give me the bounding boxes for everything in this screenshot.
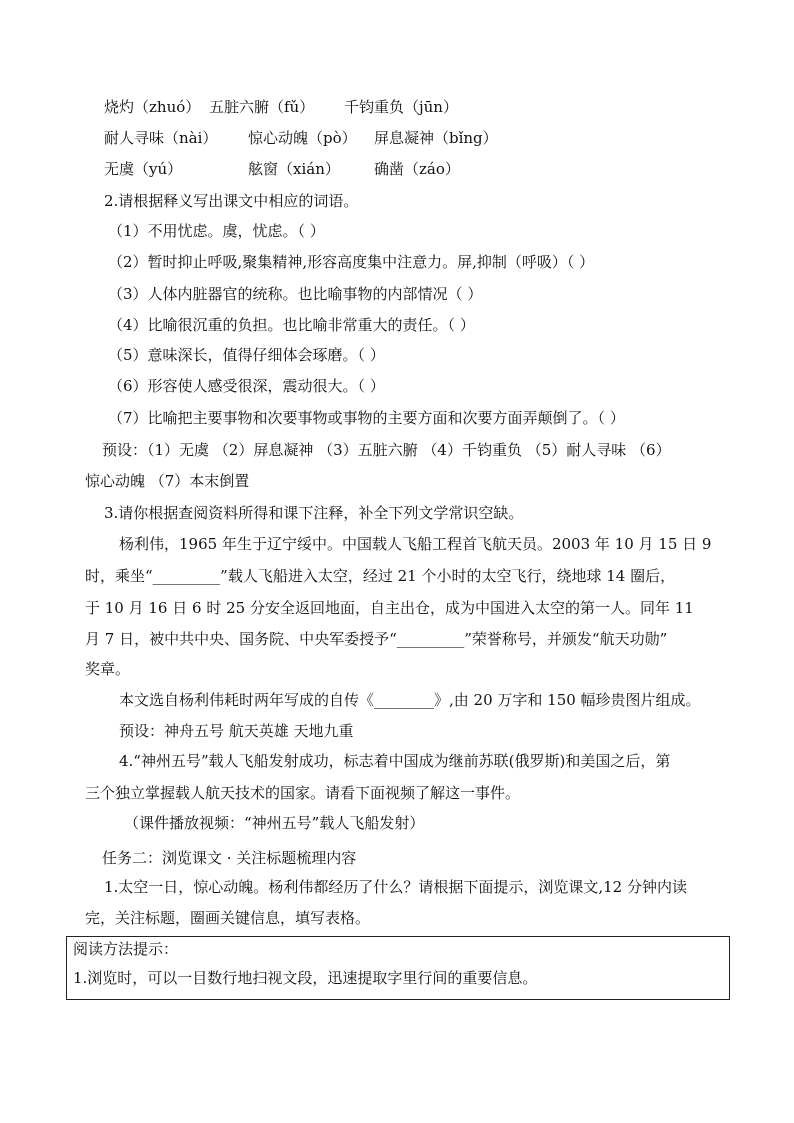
pinyin-word: 烧灼（zhuó） [104, 98, 201, 116]
pinyin-word: 舷窗（xián） [248, 160, 340, 178]
tip-heading: 阅读方法提示： [73, 940, 179, 958]
paragraph-line: 时，乘坐“_________”载人飞船进入太空，经过 21 个小时的太空飞行，绕地球 14 圈后， [85, 567, 676, 585]
question-4-line: 4.“神州五号”载人飞船发射成功，标志着中国成为继前苏联(俄罗斯)和美国之后，第 [119, 752, 671, 770]
task-2-question: 完，关注标题，圈画关键信息，填写表格。 [85, 909, 371, 927]
task-2-title: 任务二：浏览课文 · 关注标题梳理内容 [102, 849, 357, 867]
paragraph-line: 奖章。 [85, 660, 131, 678]
pinyin-word: 屏息凝神（bǐng） [374, 129, 498, 147]
definition-item: （6）形容使人感受很深，震动很大。（ ） [108, 377, 385, 395]
definition-item: （4）比喻很沉重的负担。也比喻非常重大的责任。（ ） [108, 316, 475, 334]
task-2-question: 1.太空一日，惊心动魄。杨利伟都经历了什么？请根据下面提示，浏览课文,12 分钟内读 [104, 878, 687, 896]
video-note: （课件播放视频：“神州五号”载人飞船发射） [124, 814, 425, 832]
pinyin-word: 惊心动魄（pò） [248, 129, 357, 147]
paragraph-line: 本文选自杨利伟耗时两年写成的自传《________》,由 20 万字和 150 幅珍贵图片组成。 [119, 691, 701, 709]
question-4-line: 三个独立掌握载人航天技术的国家。请看下面视频了解这一事件。 [85, 784, 521, 802]
paragraph-line: 月 7 日，被中共中央、国务院、中央军委授予“_________”荣誉称号，并颁发“航天功勋” [85, 630, 668, 648]
pinyin-word: 千钧重负（jūn） [344, 98, 458, 116]
question-3-title: 3.请你根据查阅资料所得和课下注释，补全下列文学常识空缺。 [104, 504, 524, 522]
pinyin-word: 无虞（yú） [104, 160, 183, 178]
tip-item: 1.浏览时，可以一目数行地扫视文段，迅速提取字里行间的重要信息。 [73, 969, 538, 987]
reading-tip-box [66, 936, 730, 1000]
pinyin-word: 耐人寻味（nài） [104, 129, 218, 147]
answer-preset: 预设：神舟五号 航天英雄 天地九重 [119, 722, 354, 740]
question-2-title: 2.请根据释义写出课文中相应的词语。 [104, 192, 359, 210]
pinyin-word: 五脏六腑（fǔ） [209, 98, 315, 116]
answer-preset-continued: 惊心动魄 （7）本末倒置 [85, 472, 250, 490]
definition-item: （7）比喻把主要事物和次要事物或事物的主要方面和次要方面弄颠倒了。（ ） [108, 409, 625, 427]
definition-item: （2）暂时抑止呼吸,聚集精神,形容高度集中注意力。屏,抑制（呼吸）（ ） [108, 253, 595, 271]
definition-item: （3）人体内脏器官的统称。也比喻事物的内部情况（ ） [108, 285, 483, 303]
paragraph-line: 于 10 月 16 日 6 时 25 分安全返回地面，自主出仓，成为中国进入太空的第一人。同年 11 [85, 599, 694, 617]
definition-item: （5）意味深长，值得仔细体会琢磨。（ ） [108, 346, 385, 364]
paragraph-line: 杨利伟，1965 年生于辽宁绥中。中国载人飞船工程首飞航天员。2003 年 10 月 15 日 9 [119, 535, 712, 553]
pinyin-word: 确凿（záo） [374, 160, 460, 178]
answer-preset: 预设：（1）无虞 （2）屏息凝神 （3）五脏六腑 （4）千钧重负 （5）耐人寻味 （6） [102, 441, 671, 459]
definition-item: （1）不用忧虑。虞，忧虑。（ ） [108, 222, 325, 240]
